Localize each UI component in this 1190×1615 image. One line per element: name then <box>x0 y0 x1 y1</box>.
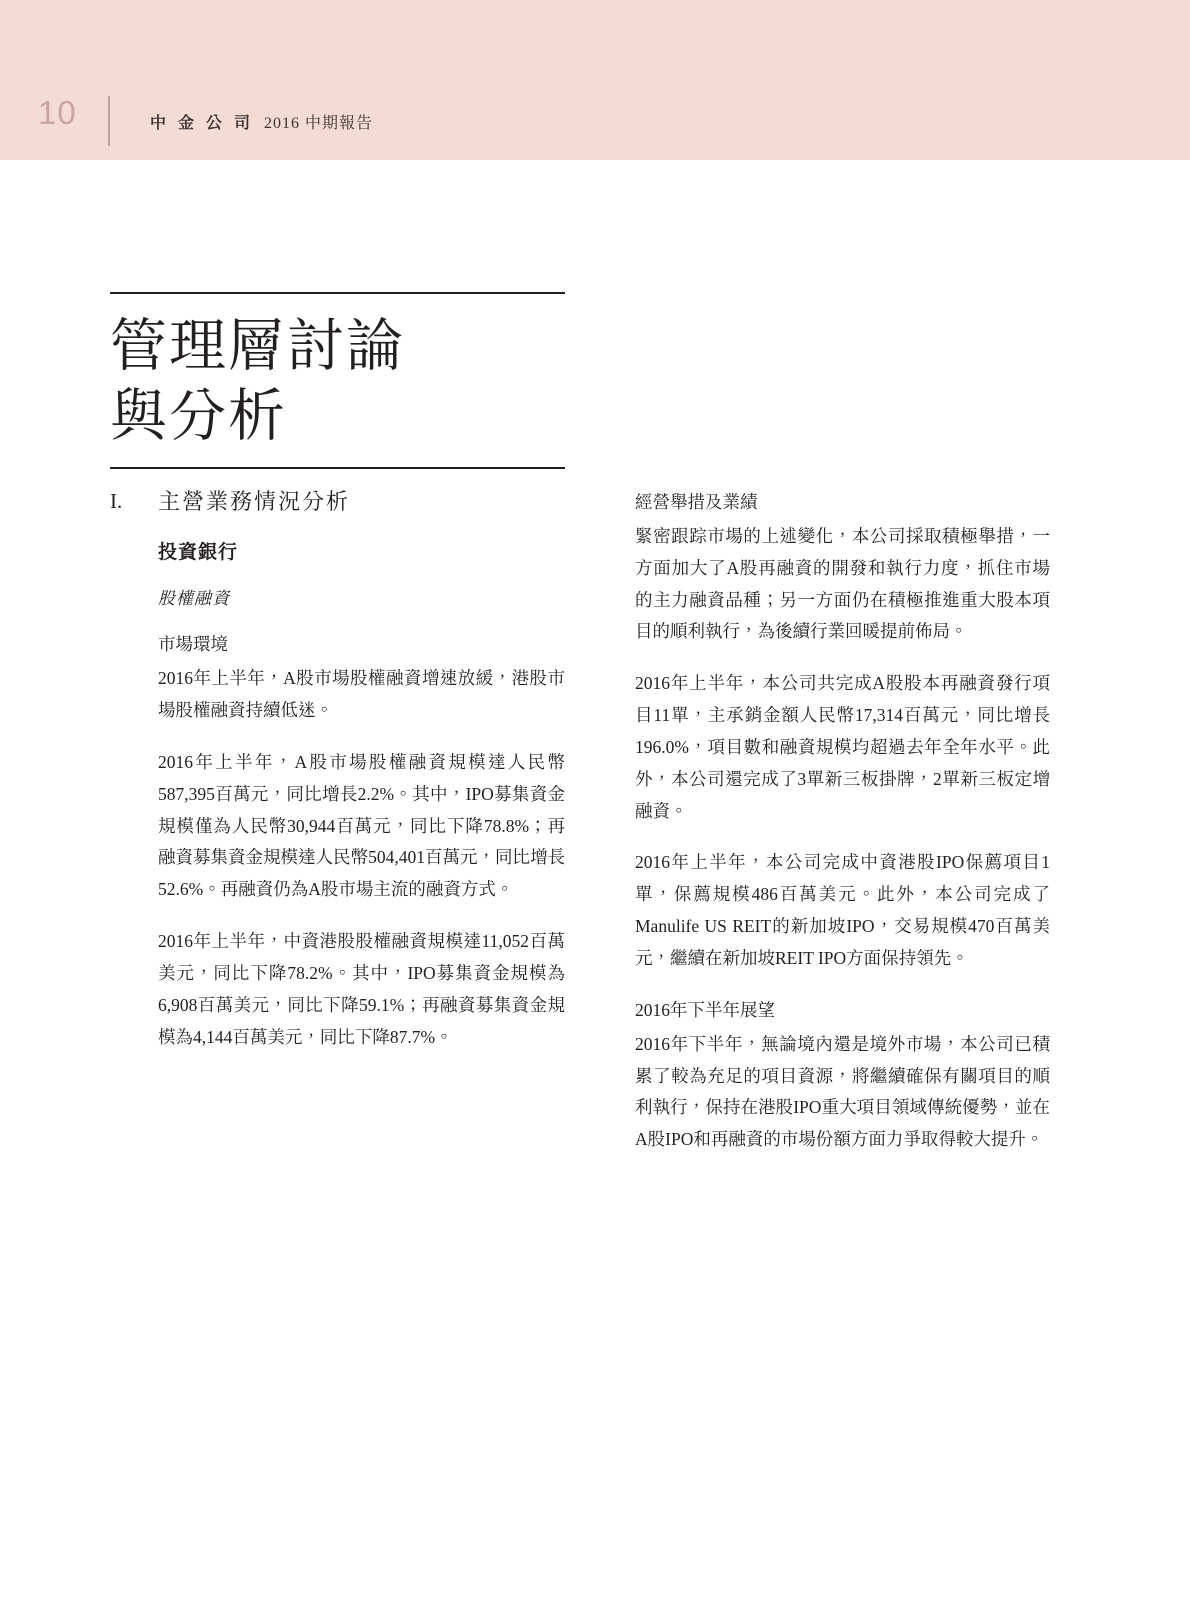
section-number: I. <box>110 489 123 513</box>
page-title <box>110 294 565 467</box>
title-rule-bottom <box>110 467 565 469</box>
paragraph: 2016年上半年，本公司共完成A股股本再融資發行項目11單，主承銷金額人民幣17,314百萬元，同比增長196.0%，項目數和融資規模均超過去年全年水平。此外，本公司還完成了3單新三板掛牌，2單新三板定增融資。 <box>635 673 1050 821</box>
paragraph: 2016年上半年，A股市場股權融資增速放緩，港股市場股權融資持續低迷。 <box>158 668 565 720</box>
paragraph: 2016年下半年，無論境內還是境外市場，本公司已積累了較為充足的項目資源，將繼續確保有關項目的順利執行，保持在港股IPO重大項目領域傳統優勢，並在A股IPO和再融資的市場份額方面力爭取得較大提升。 <box>635 1033 1050 1150</box>
paragraph: 2016年上半年，本公司完成中資港股IPO保薦項目1單，保薦規模486百萬美元。此外，本公司完成了Manulife US REIT的新加坡IPO，交易規模470百萬美元，繼續在新加坡REIT IPO方面保持領先。 <box>635 852 1050 968</box>
company-name: 中 金 公 司 <box>150 115 255 132</box>
section-title: 主營業務情況分析 <box>158 489 351 514</box>
market-environment-label: 市場環境 <box>158 634 228 655</box>
page-number: 10 <box>38 94 77 131</box>
outlook-label: 2016年下半年展望 <box>635 999 775 1020</box>
section-heading <box>110 487 565 518</box>
paragraph: 2016年上半年，中資港股股權融資規模達11,052百萬美元，同比下降78.2%。其中，IPO募集資金規模為6,908百萬美元，同比下降59.1%；再融資募集資金規模為4,144百萬美元，同比下降87.7%。 <box>158 931 565 1047</box>
subsection-subheading: 股權融資 <box>158 589 230 609</box>
left-text-column <box>110 487 565 1073</box>
subsection-heading: 投資銀行 <box>158 541 239 563</box>
paragraph: 緊密跟踪市場的上述變化，本公司採取積極舉措，一方面加大了A股再融資的開發和執行力度，抓住市場的主力融資品種；另一方面仍在積極推進重大股本項目的順利執行，為後續行業回暖提前佈局。 <box>635 525 1050 642</box>
page-title-line-2: 與分析 <box>110 384 287 448</box>
page-header-band <box>0 0 1190 160</box>
paragraph: 2016年上半年，A股市場股權融資規模達人民幣587,395百萬元，同比增長2.2%。其中，IPO募集資金規模僅為人民幣30,944百萬元，同比下降78.8%；再融資募集資金規模達人民幣504,401百萬元，同比增長52.6%。再融資仍為A股市場主流的融資方式。 <box>158 751 565 900</box>
operating-measures-label: 經營舉措及業績 <box>635 492 758 512</box>
header-running-title <box>150 110 373 133</box>
page-title-line-1: 管理層討論 <box>110 315 405 378</box>
document-title-block <box>110 292 565 469</box>
header-divider <box>108 96 110 146</box>
right-text-column <box>635 487 1050 1156</box>
report-name: 2016 中期報告 <box>264 115 374 132</box>
